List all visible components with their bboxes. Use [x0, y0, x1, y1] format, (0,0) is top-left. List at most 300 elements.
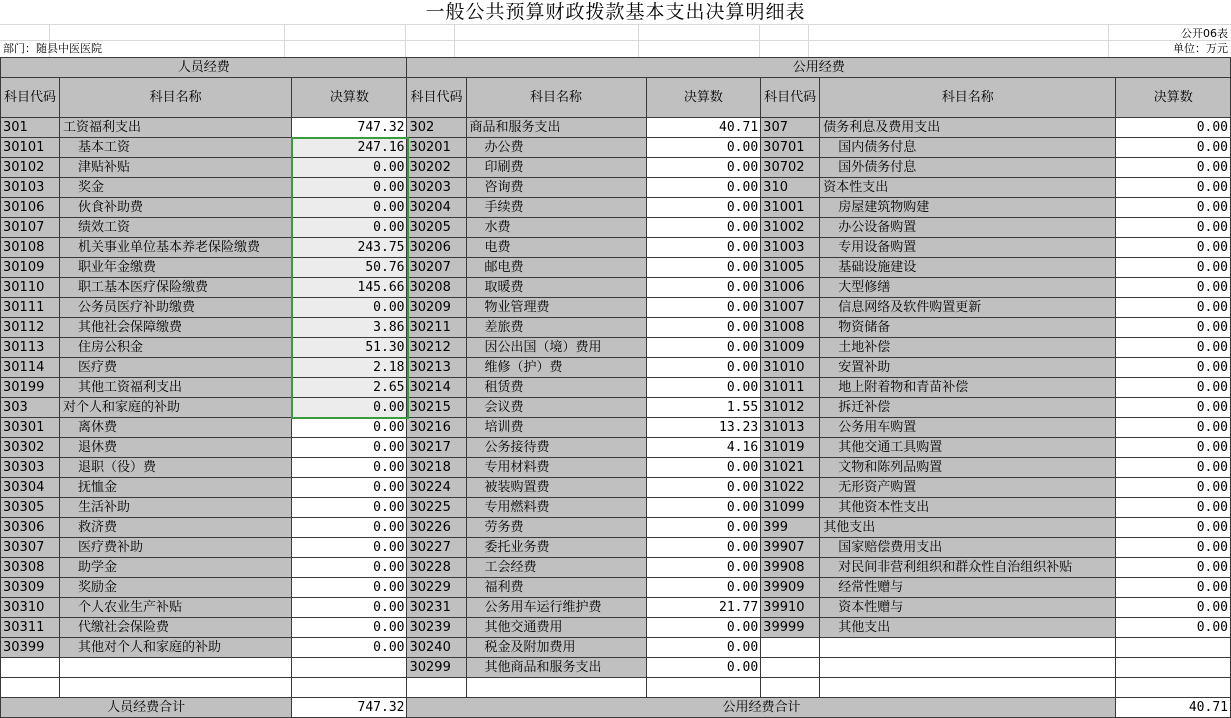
amount-cell[interactable]: [292, 678, 407, 698]
subject-code-cell[interactable]: 30302: [1, 438, 60, 458]
subject-name-cell[interactable]: 劳务费: [466, 518, 646, 538]
subject-code-cell[interactable]: 30215: [407, 398, 466, 418]
table-row: [1, 438, 1231, 458]
table-row: [1, 158, 1231, 178]
col-header-code[interactable]: 科目代码: [761, 78, 820, 118]
amount-cell[interactable]: 0.00: [1116, 458, 1231, 478]
subject-code-cell[interactable]: 30310: [1, 598, 60, 618]
amount-cell[interactable]: 0.00: [1116, 398, 1231, 418]
amount-cell[interactable]: 0.00: [292, 158, 407, 178]
col-header-name[interactable]: 科目名称: [820, 78, 1116, 118]
subject-code-cell[interactable]: 31011: [761, 378, 820, 398]
subject-code-cell[interactable]: 30216: [407, 418, 466, 438]
subject-code-cell[interactable]: [1, 658, 60, 678]
subject-code-cell[interactable]: 31009: [761, 338, 820, 358]
subject-name-cell[interactable]: 拆迁补偿: [820, 398, 1116, 418]
public-total-label[interactable]: 公用经费合计: [407, 698, 1116, 718]
table-row: [1, 558, 1231, 578]
subject-code-cell[interactable]: 30106: [1, 198, 60, 218]
col-header-amount[interactable]: 决算数: [292, 78, 407, 118]
amount-cell[interactable]: 0.00: [292, 218, 407, 238]
amount-cell[interactable]: 0.00: [292, 478, 407, 498]
subject-name-cell[interactable]: 公务用车运行维护费: [466, 598, 646, 618]
subject-name-cell[interactable]: 培训费: [466, 418, 646, 438]
amount-cell[interactable]: 0.00: [646, 158, 761, 178]
col-header-name[interactable]: 科目名称: [466, 78, 646, 118]
amount-cell[interactable]: 0.00: [292, 438, 407, 458]
subject-code-cell[interactable]: 31021: [761, 458, 820, 478]
subject-name-cell[interactable]: 税金及附加费用: [466, 638, 646, 658]
subject-name-cell[interactable]: 房屋建筑物购建: [820, 198, 1116, 218]
subject-code-cell[interactable]: 30224: [407, 478, 466, 498]
amount-cell[interactable]: 0.00: [646, 358, 761, 378]
subject-name-cell[interactable]: 其他商品和服务支出: [466, 658, 646, 678]
subject-code-cell[interactable]: 30304: [1, 478, 60, 498]
subject-code-cell[interactable]: 30225: [407, 498, 466, 518]
subject-code-cell[interactable]: 30206: [407, 238, 466, 258]
subject-code-cell[interactable]: 30240: [407, 638, 466, 658]
subject-name-cell[interactable]: 维修（护）费: [466, 358, 646, 378]
amount-cell[interactable]: 0.00: [646, 178, 761, 198]
subject-name-cell[interactable]: 经常性赠与: [820, 578, 1116, 598]
empty-cell[interactable]: [466, 678, 646, 698]
amount-cell[interactable]: 0.00: [646, 218, 761, 238]
subject-name-cell[interactable]: 公务用车购置: [820, 418, 1116, 438]
subject-code-cell[interactable]: 31008: [761, 318, 820, 338]
subject-code-cell[interactable]: 30101: [1, 138, 60, 158]
subject-code-cell[interactable]: 30701: [761, 138, 820, 158]
subject-name-cell[interactable]: 生活补助: [60, 498, 292, 518]
subject-code-cell[interactable]: 30208: [407, 278, 466, 298]
col-header-name[interactable]: 科目名称: [60, 78, 292, 118]
amount-cell[interactable]: 0.00: [646, 578, 761, 598]
amount-cell[interactable]: 0.00: [1116, 138, 1231, 158]
amount-cell[interactable]: 0.00: [292, 578, 407, 598]
subject-code-cell[interactable]: 30303: [1, 458, 60, 478]
subject-code-cell[interactable]: 30306: [1, 518, 60, 538]
subject-name-cell[interactable]: 住房公积金: [60, 338, 292, 358]
subject-name-cell[interactable]: 奖励金: [60, 578, 292, 598]
table-row: [1, 338, 1231, 358]
subject-name-cell[interactable]: 对民间非营利组织和群众性自治组织补贴: [820, 558, 1116, 578]
subject-code-cell[interactable]: 31010: [761, 358, 820, 378]
amount-cell[interactable]: 0.00: [646, 538, 761, 558]
personnel-header[interactable]: 人员经费: [1, 58, 407, 78]
section-header-row: [1, 58, 1231, 78]
subject-name-cell[interactable]: 抚恤金: [60, 478, 292, 498]
subject-name-cell[interactable]: 水费: [466, 218, 646, 238]
subject-name-cell[interactable]: 办公设备购置: [820, 218, 1116, 238]
subject-name-cell[interactable]: 电费: [466, 238, 646, 258]
subject-code-cell[interactable]: 30299: [407, 658, 466, 678]
amount-cell[interactable]: 2.65: [292, 378, 407, 398]
subject-name-cell[interactable]: 职工基本医疗保险缴费: [60, 278, 292, 298]
amount-cell[interactable]: 0.00: [1116, 378, 1231, 398]
subject-name-cell[interactable]: 专用设备购置: [820, 238, 1116, 258]
amount-cell[interactable]: 2.18: [292, 358, 407, 378]
subject-code-cell[interactable]: 399: [761, 518, 820, 538]
subject-code-cell[interactable]: 30307: [1, 538, 60, 558]
subject-name-cell[interactable]: [820, 638, 1116, 658]
amount-cell[interactable]: 0.00: [646, 278, 761, 298]
subject-name-cell[interactable]: 医疗费: [60, 358, 292, 378]
amount-cell[interactable]: 51.30: [292, 338, 407, 358]
amount-cell[interactable]: 0.00: [292, 298, 407, 318]
subject-code-cell[interactable]: 39908: [761, 558, 820, 578]
table-row: [1, 678, 1231, 698]
subject-name-cell[interactable]: 基础设施建设: [820, 258, 1116, 278]
subject-name-cell[interactable]: 印刷费: [466, 158, 646, 178]
amount-cell[interactable]: [1116, 638, 1231, 658]
subject-name-cell[interactable]: 无形资产购置: [820, 478, 1116, 498]
table-row: [1, 658, 1231, 678]
amount-cell[interactable]: [292, 658, 407, 678]
amount-cell[interactable]: 0.00: [1116, 178, 1231, 198]
totals-row: [1, 698, 1231, 718]
table-row: [1, 118, 1231, 138]
subject-code-cell[interactable]: 30207: [407, 258, 466, 278]
subject-name-cell[interactable]: 其他支出: [820, 618, 1116, 638]
empty-cell[interactable]: [761, 678, 820, 698]
amount-cell[interactable]: 3.86: [292, 318, 407, 338]
subject-code-cell[interactable]: 39907: [761, 538, 820, 558]
amount-cell[interactable]: 0.00: [646, 518, 761, 538]
subject-code-cell[interactable]: 30199: [1, 378, 60, 398]
subject-name-cell[interactable]: 大型修缮: [820, 278, 1116, 298]
column-header-row: [1, 78, 1231, 118]
table-row: [1, 218, 1231, 238]
amount-cell[interactable]: 243.75: [292, 238, 407, 258]
col-header-amount[interactable]: 决算数: [646, 78, 761, 118]
subject-code-cell[interactable]: 30202: [407, 158, 466, 178]
amount-cell[interactable]: 0.00: [292, 618, 407, 638]
amount-cell[interactable]: 0.00: [1116, 298, 1231, 318]
subject-code-cell[interactable]: 39999: [761, 618, 820, 638]
amount-cell[interactable]: 0.00: [646, 138, 761, 158]
subject-name-cell[interactable]: 办公费: [466, 138, 646, 158]
subject-code-cell[interactable]: 30102: [1, 158, 60, 178]
subject-code-cell[interactable]: 310: [761, 178, 820, 198]
subject-code-cell[interactable]: 31005: [761, 258, 820, 278]
subject-name-cell[interactable]: 手续费: [466, 198, 646, 218]
subject-code-cell[interactable]: 30110: [1, 278, 60, 298]
subject-name-cell[interactable]: 救济费: [60, 518, 292, 538]
subject-code-cell[interactable]: 31099: [761, 498, 820, 518]
subject-code-cell[interactable]: 31006: [761, 278, 820, 298]
amount-cell[interactable]: 0.00: [1116, 118, 1231, 138]
amount-cell[interactable]: 0.00: [646, 618, 761, 638]
subject-code-cell[interactable]: 30309: [1, 578, 60, 598]
subject-name-cell[interactable]: 会议费: [466, 398, 646, 418]
table-row: [1, 618, 1231, 638]
amount-cell[interactable]: 13.23: [646, 418, 761, 438]
amount-cell[interactable]: 0.00: [1116, 518, 1231, 538]
amount-cell[interactable]: 0.00: [646, 638, 761, 658]
amount-cell[interactable]: 0.00: [292, 418, 407, 438]
subject-code-cell[interactable]: 31003: [761, 238, 820, 258]
subject-code-cell[interactable]: 30209: [407, 298, 466, 318]
subject-name-cell[interactable]: 工会经费: [466, 558, 646, 578]
subject-name-cell[interactable]: 助学金: [60, 558, 292, 578]
subject-code-cell[interactable]: 31002: [761, 218, 820, 238]
amount-cell[interactable]: 0.00: [1116, 338, 1231, 358]
subject-name-cell[interactable]: 退职（役）费: [60, 458, 292, 478]
subject-code-cell[interactable]: 30305: [1, 498, 60, 518]
amount-cell[interactable]: 0.00: [1116, 618, 1231, 638]
public-header[interactable]: 公用经费: [407, 58, 1231, 78]
subject-name-cell[interactable]: 安置补助: [820, 358, 1116, 378]
subject-code-cell[interactable]: 30204: [407, 198, 466, 218]
subject-name-cell[interactable]: 其他交通工具购置: [820, 438, 1116, 458]
subject-name-cell[interactable]: 国家赔偿费用支出: [820, 538, 1116, 558]
table-row: [1, 178, 1231, 198]
amount-cell[interactable]: 747.32: [292, 118, 407, 138]
subject-code-cell[interactable]: 39909: [761, 578, 820, 598]
subject-code-cell[interactable]: 30214: [407, 378, 466, 398]
col-header-amount[interactable]: 决算数: [1116, 78, 1231, 118]
subject-name-cell[interactable]: 被装购置费: [466, 478, 646, 498]
subject-code-cell[interactable]: 30212: [407, 338, 466, 358]
form-code-label: 公开06表: [1181, 27, 1228, 40]
subject-name-cell[interactable]: 个人农业生产补贴: [60, 598, 292, 618]
subject-code-cell[interactable]: 30239: [407, 618, 466, 638]
subject-code-cell[interactable]: 31022: [761, 478, 820, 498]
subject-name-cell[interactable]: 租赁费: [466, 378, 646, 398]
subject-name-cell[interactable]: [60, 678, 292, 698]
subject-code-cell[interactable]: 30218: [407, 458, 466, 478]
subject-name-cell[interactable]: 专用燃料费: [466, 498, 646, 518]
table-row: [1, 518, 1231, 538]
table-row: [1, 198, 1231, 218]
amount-cell[interactable]: 0.00: [1116, 278, 1231, 298]
subject-name-cell[interactable]: 基本工资: [60, 138, 292, 158]
personnel-total-amount[interactable]: 747.32: [292, 698, 407, 718]
personnel-total-label[interactable]: 人员经费合计: [1, 698, 292, 718]
subject-name-cell[interactable]: 国内债务付息: [820, 138, 1116, 158]
subject-name-cell[interactable]: 津贴补贴: [60, 158, 292, 178]
amount-cell[interactable]: 0.00: [292, 638, 407, 658]
subject-code-cell[interactable]: 30107: [1, 218, 60, 238]
amount-cell[interactable]: 0.00: [1116, 558, 1231, 578]
subject-code-cell[interactable]: 31019: [761, 438, 820, 458]
subject-code-cell[interactable]: [1, 678, 60, 698]
subject-name-cell[interactable]: 福利费: [466, 578, 646, 598]
amount-cell[interactable]: 0.00: [646, 198, 761, 218]
subject-code-cell[interactable]: 307: [761, 118, 820, 138]
amount-cell[interactable]: 0.00: [1116, 438, 1231, 458]
amount-cell[interactable]: 0.00: [1116, 358, 1231, 378]
amount-cell[interactable]: 4.16: [646, 438, 761, 458]
subject-name-cell[interactable]: 工资福利支出: [60, 118, 292, 138]
subject-name-cell[interactable]: 咨询费: [466, 178, 646, 198]
table-row: [1, 258, 1231, 278]
subject-code-cell[interactable]: 301: [1, 118, 60, 138]
subject-name-cell[interactable]: 物资储备: [820, 318, 1116, 338]
subject-code-cell[interactable]: 30211: [407, 318, 466, 338]
subject-code-cell[interactable]: [761, 638, 820, 658]
subject-code-cell[interactable]: 303: [1, 398, 60, 418]
amount-cell[interactable]: 0.00: [292, 198, 407, 218]
table-row: [1, 278, 1231, 298]
public-total-amount[interactable]: 40.71: [1116, 698, 1231, 718]
subject-name-cell[interactable]: 文物和陈列品购置: [820, 458, 1116, 478]
empty-cell[interactable]: [820, 678, 1116, 698]
amount-cell[interactable]: 0.00: [646, 558, 761, 578]
subject-code-cell[interactable]: 30228: [407, 558, 466, 578]
amount-cell[interactable]: 0.00: [1116, 218, 1231, 238]
subject-name-cell[interactable]: 国外债务付息: [820, 158, 1116, 178]
amount-cell[interactable]: 0.00: [646, 498, 761, 518]
col-header-code[interactable]: 科目代码: [407, 78, 466, 118]
amount-cell[interactable]: 0.00: [646, 458, 761, 478]
subject-name-cell[interactable]: 奖金: [60, 178, 292, 198]
col-header-code[interactable]: 科目代码: [1, 78, 60, 118]
amount-cell[interactable]: 0.00: [1116, 238, 1231, 258]
subject-name-cell[interactable]: 退休费: [60, 438, 292, 458]
amount-cell[interactable]: 247.16: [292, 138, 407, 158]
subject-name-cell[interactable]: 其他对个人和家庭的补助: [60, 638, 292, 658]
subject-name-cell[interactable]: 信息网络及软件购置更新: [820, 298, 1116, 318]
amount-cell[interactable]: 0.00: [292, 538, 407, 558]
table-row: [1, 358, 1231, 378]
amount-cell[interactable]: 0.00: [292, 178, 407, 198]
amount-cell[interactable]: 0.00: [292, 458, 407, 478]
amount-cell[interactable]: 0.00: [646, 378, 761, 398]
subject-name-cell[interactable]: 专用材料费: [466, 458, 646, 478]
amount-cell[interactable]: 0.00: [1116, 498, 1231, 518]
subject-name-cell[interactable]: 绩效工资: [60, 218, 292, 238]
empty-cell[interactable]: [1116, 678, 1231, 698]
subject-code-cell[interactable]: 30399: [1, 638, 60, 658]
subject-code-cell[interactable]: 30112: [1, 318, 60, 338]
subject-name-cell[interactable]: 对个人和家庭的补助: [60, 398, 292, 418]
amount-cell[interactable]: 0.00: [1116, 478, 1231, 498]
amount-cell[interactable]: 0.00: [646, 478, 761, 498]
amount-cell[interactable]: 0.00: [1116, 198, 1231, 218]
amount-cell[interactable]: 0.00: [292, 498, 407, 518]
subject-code-cell[interactable]: 30113: [1, 338, 60, 358]
amount-cell[interactable]: 0.00: [1116, 318, 1231, 338]
subject-name-cell[interactable]: [60, 658, 292, 678]
table-row: [1, 378, 1231, 398]
amount-cell[interactable]: 1.55: [646, 398, 761, 418]
amount-cell[interactable]: 0.00: [1116, 158, 1231, 178]
amount-cell[interactable]: 40.71: [646, 118, 761, 138]
subject-code-cell[interactable]: 31013: [761, 418, 820, 438]
subject-name-cell[interactable]: 委托业务费: [466, 538, 646, 558]
subject-name-cell[interactable]: 土地补偿: [820, 338, 1116, 358]
subject-name-cell[interactable]: 医疗费补助: [60, 538, 292, 558]
amount-cell[interactable]: 0.00: [646, 318, 761, 338]
subject-code-cell[interactable]: 30103: [1, 178, 60, 198]
subject-code-cell[interactable]: 30108: [1, 238, 60, 258]
subject-name-cell[interactable]: 代缴社会保险费: [60, 618, 292, 638]
subject-name-cell[interactable]: 职业年金缴费: [60, 258, 292, 278]
amount-cell[interactable]: 0.00: [1116, 578, 1231, 598]
subject-code-cell[interactable]: 30702: [761, 158, 820, 178]
amount-cell[interactable]: 0.00: [1116, 258, 1231, 278]
subject-name-cell[interactable]: 机关事业单位基本养老保险缴费: [60, 238, 292, 258]
subject-name-cell[interactable]: 其他社会保障缴费: [60, 318, 292, 338]
amount-cell[interactable]: 0.00: [1116, 598, 1231, 618]
subject-name-cell[interactable]: 其他支出: [820, 518, 1116, 538]
subject-code-cell[interactable]: 30226: [407, 518, 466, 538]
empty-cell[interactable]: [646, 678, 761, 698]
subject-code-cell[interactable]: 39910: [761, 598, 820, 618]
subject-code-cell[interactable]: 30201: [407, 138, 466, 158]
subject-code-cell[interactable]: 31007: [761, 298, 820, 318]
subject-code-cell[interactable]: 30114: [1, 358, 60, 378]
subject-code-cell[interactable]: 30111: [1, 298, 60, 318]
subject-code-cell[interactable]: 30217: [407, 438, 466, 458]
subject-code-cell[interactable]: 30308: [1, 558, 60, 578]
subject-name-cell[interactable]: 物业管理费: [466, 298, 646, 318]
subject-name-cell[interactable]: 伙食补助费: [60, 198, 292, 218]
amount-cell[interactable]: 0.00: [646, 238, 761, 258]
table-row: [1, 398, 1231, 418]
subject-name-cell[interactable]: 商品和服务支出: [466, 118, 646, 138]
subject-name-cell[interactable]: 取暖费: [466, 278, 646, 298]
amount-cell[interactable]: 0.00: [646, 658, 761, 678]
subject-code-cell[interactable]: 31012: [761, 398, 820, 418]
amount-cell[interactable]: 145.66: [292, 278, 407, 298]
subject-code-cell[interactable]: [761, 658, 820, 678]
subject-name-cell[interactable]: 邮电费: [466, 258, 646, 278]
subject-name-cell[interactable]: 资本性支出: [820, 178, 1116, 198]
amount-cell[interactable]: 0.00: [1116, 538, 1231, 558]
subject-code-cell[interactable]: 302: [407, 118, 466, 138]
subject-name-cell[interactable]: 公务员医疗补助缴费: [60, 298, 292, 318]
subject-code-cell[interactable]: 30301: [1, 418, 60, 438]
amount-cell[interactable]: 0.00: [1116, 418, 1231, 438]
subject-name-cell[interactable]: 离休费: [60, 418, 292, 438]
amount-cell[interactable]: 0.00: [292, 558, 407, 578]
subject-code-cell[interactable]: 30213: [407, 358, 466, 378]
subject-name-cell[interactable]: 其他工资福利支出: [60, 378, 292, 398]
subject-code-cell[interactable]: 30205: [407, 218, 466, 238]
subject-code-cell[interactable]: 30311: [1, 618, 60, 638]
subject-name-cell[interactable]: 因公出国（境）费用: [466, 338, 646, 358]
subject-code-cell[interactable]: 30203: [407, 178, 466, 198]
table-row: [1, 478, 1231, 498]
amount-cell[interactable]: 0.00: [292, 598, 407, 618]
subject-code-cell[interactable]: 30229: [407, 578, 466, 598]
subject-name-cell[interactable]: 资本性赠与: [820, 598, 1116, 618]
amount-cell[interactable]: [1116, 658, 1231, 678]
subject-name-cell[interactable]: 差旅费: [466, 318, 646, 338]
amount-cell[interactable]: 50.76: [292, 258, 407, 278]
amount-cell[interactable]: 0.00: [646, 338, 761, 358]
amount-cell[interactable]: 0.00: [646, 298, 761, 318]
subject-name-cell[interactable]: [820, 658, 1116, 678]
amount-cell[interactable]: 0.00: [646, 258, 761, 278]
subject-name-cell[interactable]: 公务接待费: [466, 438, 646, 458]
table-row: [1, 598, 1231, 618]
subject-code-cell[interactable]: 30231: [407, 598, 466, 618]
subject-code-cell[interactable]: 30227: [407, 538, 466, 558]
amount-cell[interactable]: 0.00: [292, 398, 407, 418]
subject-name-cell[interactable]: 其他资本性支出: [820, 498, 1116, 518]
amount-cell[interactable]: 21.77: [646, 598, 761, 618]
empty-cell[interactable]: [407, 678, 466, 698]
amount-cell[interactable]: 0.00: [292, 518, 407, 538]
subject-name-cell[interactable]: 其他交通费用: [466, 618, 646, 638]
subject-name-cell[interactable]: 债务利息及费用支出: [820, 118, 1116, 138]
subject-code-cell[interactable]: 30109: [1, 258, 60, 278]
subject-name-cell[interactable]: 地上附着物和青苗补偿: [820, 378, 1116, 398]
subject-code-cell[interactable]: 31001: [761, 198, 820, 218]
table-row: [1, 458, 1231, 478]
